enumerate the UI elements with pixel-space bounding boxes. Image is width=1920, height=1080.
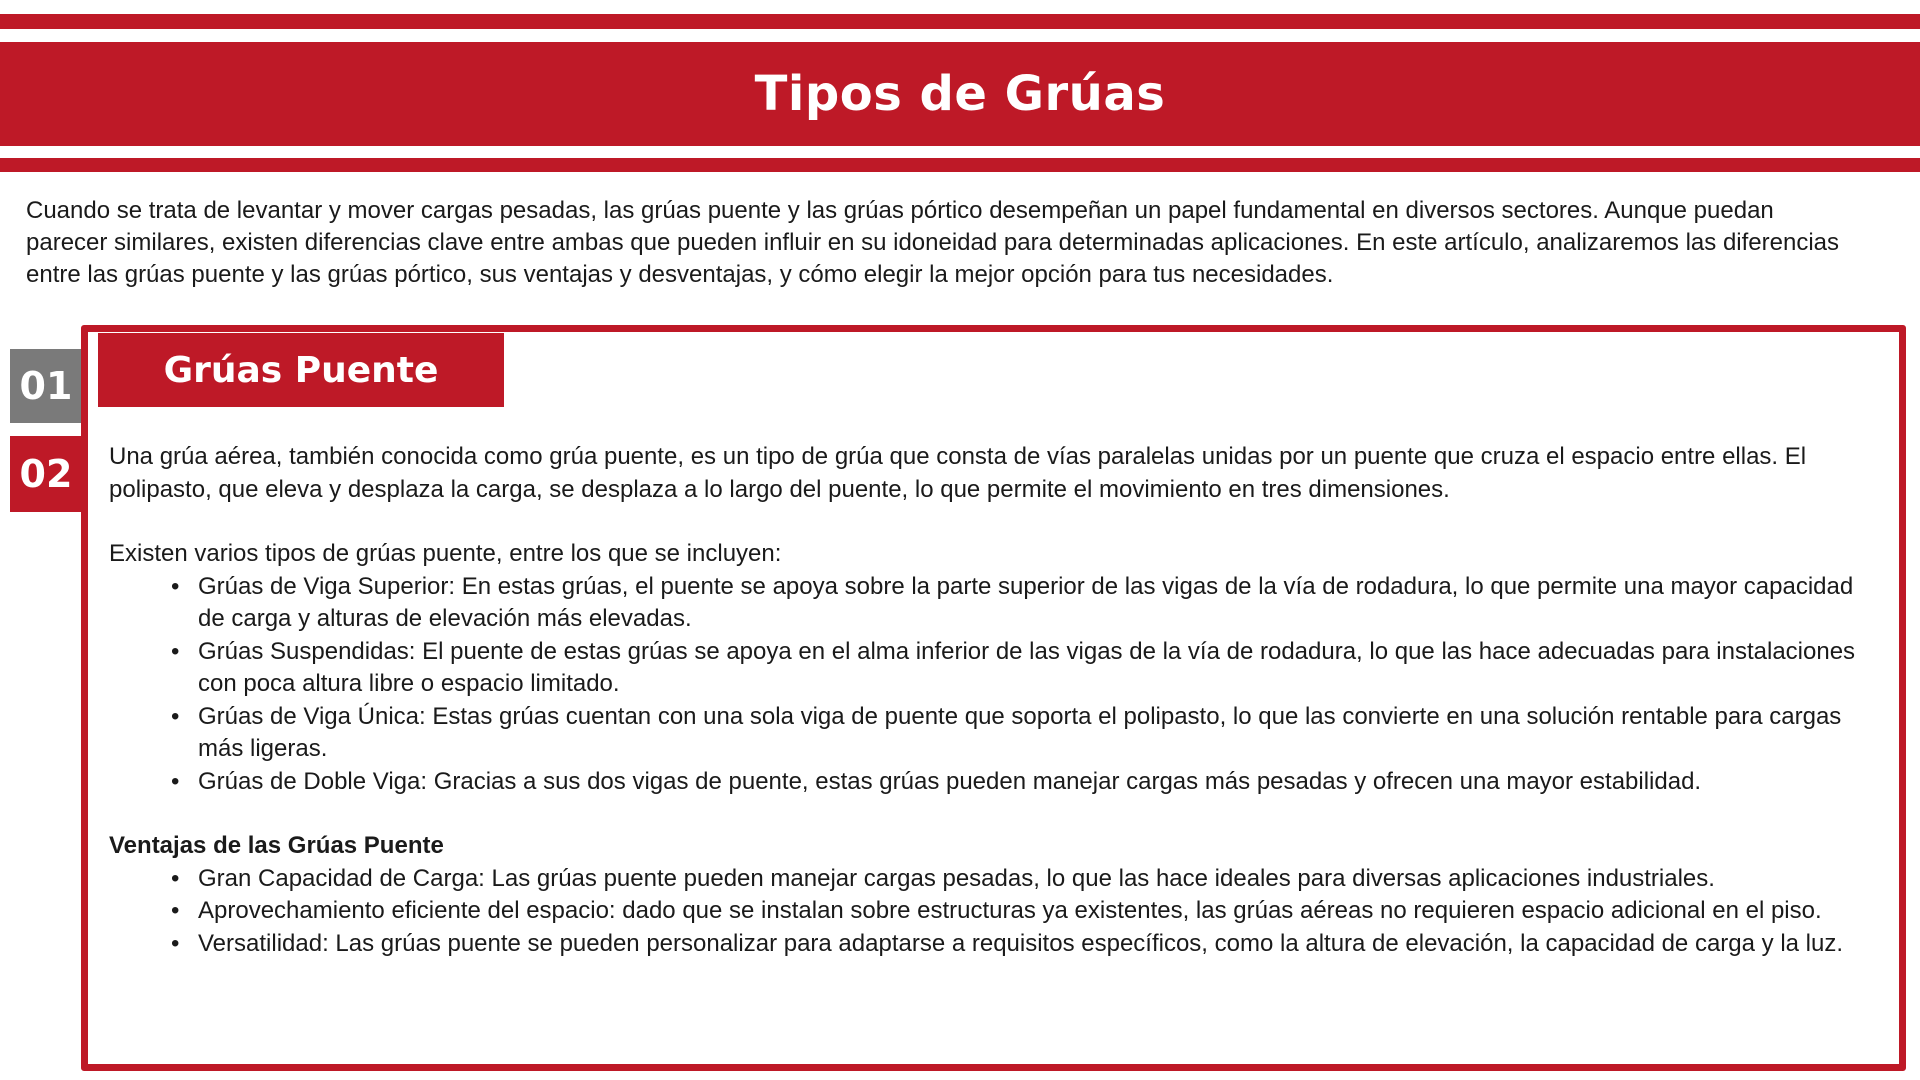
- tab-02[interactable]: 02: [10, 436, 82, 512]
- intro-paragraph: Cuando se trata de levantar y mover cargas pesadas, las grúas puente y las grúas pórtico desempeñan un papel fundamental en diversos sectores. Aunque puedan parecer similares, existen diferencias clave entre ambas que pueden influir en su idoneidad para determinadas aplicaciones. En este artículo, analizaremos las diferencias entre las grúas puente y las grúas pórtico, sus ventajas y desventajas, y cómo elegir la mejor opción para tus necesidades.: [26, 197, 1840, 288]
- section-body: [109, 441, 1884, 992]
- list-item: • Grúas de Viga Superior: En estas grúas, el puente se apoya sobre la parte superior de las vigas de la vía de rodadura, lo que permite una mayor capacidad de carga y alturas de elevación más elevadas.: [171, 571, 1884, 636]
- list-item: • Versatilidad: Las grúas puente se pueden personalizar para adaptarse a requisitos específicos, como la altura de elevación, la capacidad de carga y la luz.: [171, 928, 1884, 961]
- bottom-stripe: [0, 158, 1920, 172]
- page-title: Tipos de Grúas: [754, 66, 1166, 122]
- advantages-heading: Ventajas de las Grúas Puente: [109, 832, 444, 859]
- list-item: • Aprovechamiento eficiente del espacio: dado que se instalan sobre estructuras ya existentes, las grúas aéreas no requieren espacio adicional en el piso.: [171, 895, 1884, 928]
- top-stripe: [0, 14, 1920, 29]
- types-intro: Existen varios tipos de grúas puente, entre los que se incluyen:: [109, 540, 782, 567]
- list-item: • Gran Capacidad de Carga: Las grúas puente pueden manejar cargas pesadas, lo que las hace ideales para diversas aplicaciones industriales.: [171, 863, 1884, 896]
- advantages-list: [171, 863, 1884, 961]
- section-heading-tab: [98, 333, 504, 407]
- section-description: Una grúa aérea, también conocida como grúa puente, es un tipo de grúa que consta de vías paralelas unidas por un puente que cruza el espacio entre ellas. El polipasto, que eleva y desplaza la carga, se desplaza a lo largo del puente, lo que permite el movimiento en tres dimensiones.: [109, 443, 1807, 503]
- list-item: • Grúas de Doble Viga: Gracias a sus dos vigas de puente, estas grúas pueden manejar cargas más pesadas y ofrecen una mayor estabilidad.: [171, 766, 1884, 799]
- types-list: [171, 571, 1884, 799]
- title-banner: [0, 42, 1920, 146]
- list-item: • Grúas de Viga Única: Estas grúas cuentan con una sola viga de puente que soporta el polipasto, lo que las convierte en una solución rentable para cargas más ligeras.: [171, 701, 1884, 766]
- tab-01[interactable]: 01: [10, 349, 82, 423]
- list-item: • Grúas Suspendidas: El puente de estas grúas se apoya en el alma inferior de las vigas de la vía de rodadura, lo que las hace adecuadas para instalaciones con poca altura libre o espacio limitado.: [171, 636, 1884, 701]
- section-heading: Grúas Puente: [163, 349, 439, 391]
